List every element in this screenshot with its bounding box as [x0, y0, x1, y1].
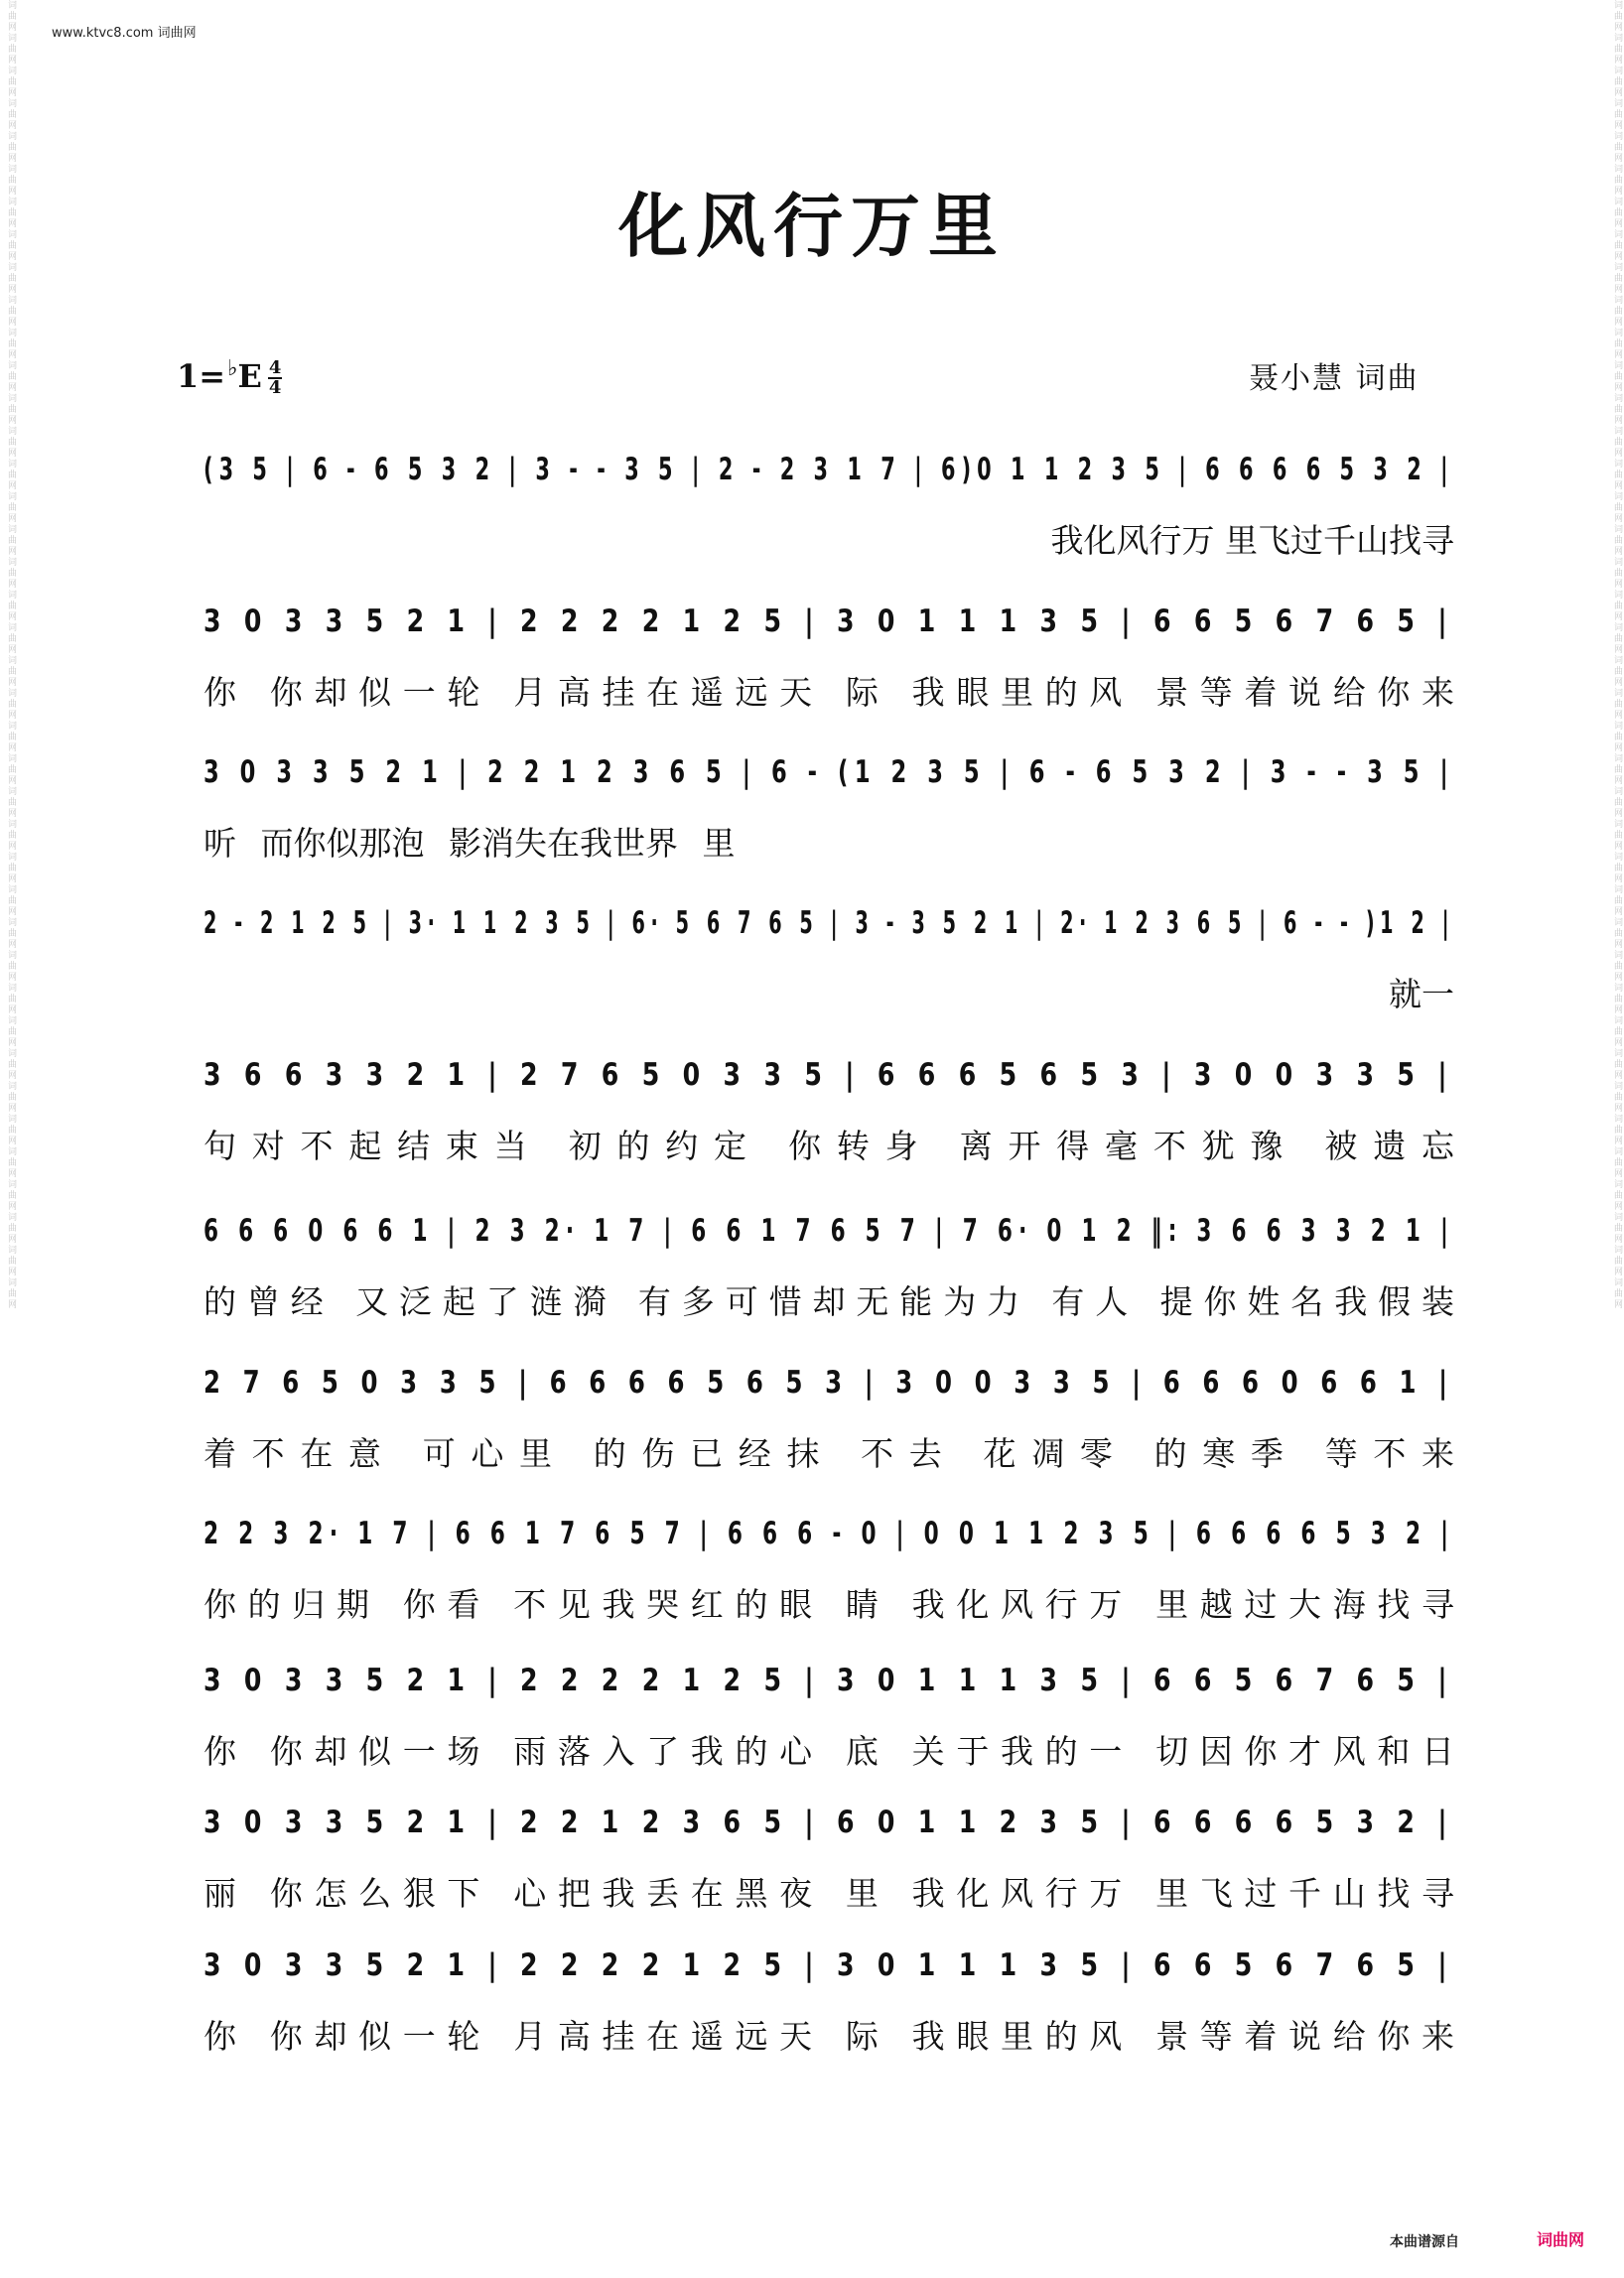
lyric-line: 着不在意 可心里 的伤已经抹 不去 花凋零 的寒季 等不来 [203, 1434, 1454, 1473]
lyric-line: 我化风行万 里飞过千山找寻 [1050, 521, 1454, 560]
note-line: 3 0 3 3 5 2 1 | 2 2 2 2 1 2 5 | 3 0 1 1 1 3 5 | 6 6 5 6 7 6 5 | [203, 603, 1454, 639]
note-line: 2 - 2 1 2 5 | 3· 1 1 2 3 5 | 6· 5 6 7 6 5 | 3 - 3 5 2 1 | 2· 1 2 3 6 5 | 6 - - )1 2 | [203, 905, 1455, 941]
key-note: E [237, 357, 262, 395]
lyric-line: 你的归期 你看 不见我哭红的眼 睛 我化风行万 里越过大海找寻 [203, 1585, 1454, 1624]
note-line: 3 0 3 3 5 2 1 | 2 2 1 2 3 6 5 | 6 - (1 2 3 5 | 6 - 6 5 3 2 | 3 - - 3 5 | [203, 754, 1455, 790]
lyric-line: 你 你却似一场 雨落入了我的心 底 关于我的一 切因你才风和日 [203, 1732, 1454, 1771]
key-prefix: 1= [177, 357, 226, 395]
lyric-line: 听 而你似那泡 影消失在我世界 里 [203, 824, 736, 863]
time-top: 4 [268, 357, 282, 378]
lyric-line: 句对不起结束当 初的约定 你转身 离开得毫不犹豫 被遗忘 [203, 1127, 1454, 1165]
note-line: 2 7 6 5 0 3 3 5 | 6 6 6 6 5 6 5 3 | 3 0 0 3 3 5 | 6 6 6 0 6 6 1 | [203, 1365, 1455, 1401]
author-credit: 聂小慧 词曲 [1249, 361, 1420, 396]
lyric-line: 的曾经 又泛起了涟漪 有多可惜却无能为力 有人 提你姓名我假装 [203, 1282, 1454, 1321]
time-bottom: 4 [268, 377, 282, 398]
lyric-line: 就一 [1389, 975, 1454, 1013]
note-line: 3 0 3 3 5 2 1 | 2 2 2 2 1 2 5 | 3 0 1 1 1 3 5 | 6 6 5 6 7 6 5 | [203, 1663, 1454, 1698]
note-line: 3 6 6 3 3 2 1 | 2 7 6 5 0 3 3 5 | 6 6 6 5 6 5 3 | 3 0 0 3 3 5 | [203, 1057, 1454, 1093]
note-line: (3 5 | 6 - 6 5 3 2 | 3 - - 3 5 | 2 - 2 3 1 7 | 6)0 1 1 2 3 5 | 6 6 6 6 5 3 2 | [203, 452, 1454, 487]
time-signature [268, 359, 283, 397]
key-signature [177, 355, 282, 397]
site-url[interactable]: www.ktvc8.com 词曲网 [52, 26, 197, 41]
note-line: 2 2 3 2· 1 7 | 6 6 1 7 6 5 7 | 6 6 6 - 0 | 0 0 1 1 2 3 5 | 6 6 6 6 5 3 2 | [203, 1516, 1455, 1551]
footer-logo[interactable]: 词曲网 [1537, 2230, 1585, 2249]
flat-sign: ♭ [227, 355, 238, 381]
note-line: 3 0 3 3 5 2 1 | 2 2 1 2 3 6 5 | 6 0 1 1 2 3 5 | 6 6 6 6 5 3 2 | [203, 1805, 1454, 1840]
lyric-line: 你 你却似一轮 月高挂在遥远天 际 我眼里的风 景等着说给你来 [203, 673, 1454, 712]
footer-source: 本曲谱源自 [1390, 2234, 1459, 2250]
note-line: 6 6 6 0 6 6 1 | 2 3 2· 1 7 | 6 6 1 7 6 5 7 | 7 6· 0 1 2 ‖: 3 6 6 3 3 2 1 | [203, 1213, 1455, 1249]
lyric-line: 丽 你怎么狠下 心把我丢在黑夜 里 我化风行万 里飞过千山找寻 [203, 1874, 1454, 1913]
side-watermark-left: 词曲网词曲网词曲网词曲网词曲网词曲网词曲网词曲网词曲网词曲网词曲网词曲网词曲网词曲网词曲网词曲网词曲网词曲网词曲网词曲网词曲网词曲网词曲网词曲网词曲网词曲网词曲网词曲网词曲网词曲网词曲网词曲网词曲网词曲网词曲网词曲网词曲网词曲网词曲网词曲网 [6, 0, 16, 1310]
lyric-line: 你 你却似一轮 月高挂在遥远天 际 我眼里的风 景等着说给你来 [203, 2017, 1454, 2056]
note-line: 3 0 3 3 5 2 1 | 2 2 2 2 1 2 5 | 3 0 1 1 1 3 5 | 6 6 5 6 7 6 5 | [203, 1947, 1454, 1983]
song-title: 化风行万里 [618, 185, 1006, 267]
side-watermark-right: 词曲网词曲网词曲网词曲网词曲网词曲网词曲网词曲网词曲网词曲网词曲网词曲网词曲网词曲网词曲网词曲网词曲网词曲网词曲网词曲网词曲网词曲网词曲网词曲网词曲网词曲网词曲网词曲网词曲网词曲网词曲网词曲网词曲网词曲网词曲网词曲网词曲网词曲网词曲网词曲网 [1612, 0, 1622, 1310]
